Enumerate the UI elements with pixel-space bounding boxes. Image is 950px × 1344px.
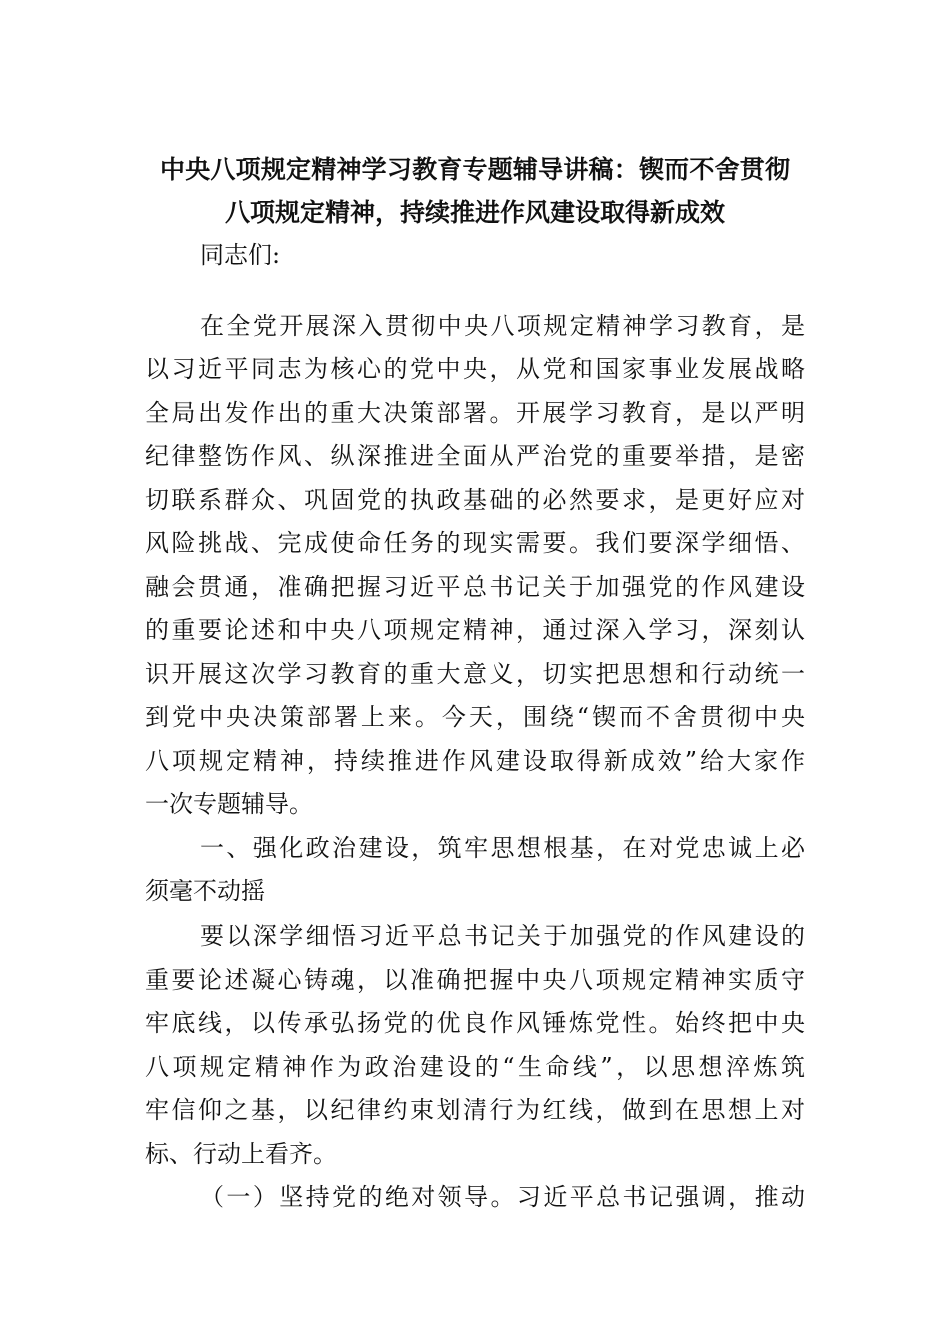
body-line: 全局出发作出的重大决策部署。开展学习教育，是以严明 — [145, 399, 805, 427]
body-line: 八项规定精神作为政治建设的“生命线”，以思想淬炼筑 — [145, 1053, 805, 1081]
body-line: 在全党开展深入贯彻中央八项规定精神学习教育，是 — [200, 312, 805, 340]
body-line: 八项规定精神，持续推进作风建设取得新成效”给大家作 — [145, 747, 805, 775]
body-line: 以习近平同志为核心的党中央，从党和国家事业发展战略 — [145, 355, 805, 383]
subsection-line: （一）坚持党的绝对领导。习近平总书记强调，推动 — [200, 1183, 805, 1211]
body-line: 重要论述凝心铸魂，以准确把握中央八项规定精神实质守 — [145, 966, 805, 994]
body-line: 标、行动上看齐。 — [145, 1140, 337, 1168]
body-line: 到党中央决策部署上来。今天，围绕“锲而不舍贯彻中央 — [145, 703, 805, 731]
body-line: 的重要论述和中央八项规定精神，通过深入学习，深刻认 — [145, 616, 805, 644]
section-heading-line: 一、强化政治建设，筑牢思想根基，在对党忠诚上必 — [200, 834, 805, 862]
document-title-line-1: 中央八项规定精神学习教育专题辅导讲稿：锲而不舍贯彻 — [160, 155, 790, 184]
body-line: 识开展这次学习教育的重大意义，切实把思想和行动统一 — [145, 660, 805, 688]
body-line: 牢信仰之基，以纪律约束划清行为红线，做到在思想上对 — [145, 1096, 805, 1124]
body-line: 一次专题辅导。 — [145, 790, 313, 818]
body-line: 要以深学细悟习近平总书记关于加强党的作风建设的 — [200, 922, 805, 950]
body-line: 融会贯通，准确把握习近平总书记关于加强党的作风建设 — [145, 573, 805, 601]
body-line: 切联系群众、巩固党的执政基础的必然要求，是更好应对 — [145, 486, 805, 514]
section-heading-line: 须毫不动摇 — [145, 877, 265, 905]
document-title-line-2: 八项规定精神，持续推进作风建设取得新成效 — [224, 198, 725, 227]
body-line: 风险挑战、完成使命任务的现实需要。我们要深学细悟、 — [145, 529, 805, 557]
body-line: 牢底线，以传承弘扬党的优良作风锤炼党性。始终把中央 — [145, 1009, 805, 1037]
salutation: 同志们: — [200, 241, 281, 269]
body-line: 纪律整饬作风、纵深推进全面从严治党的重要举措，是密 — [145, 442, 805, 470]
